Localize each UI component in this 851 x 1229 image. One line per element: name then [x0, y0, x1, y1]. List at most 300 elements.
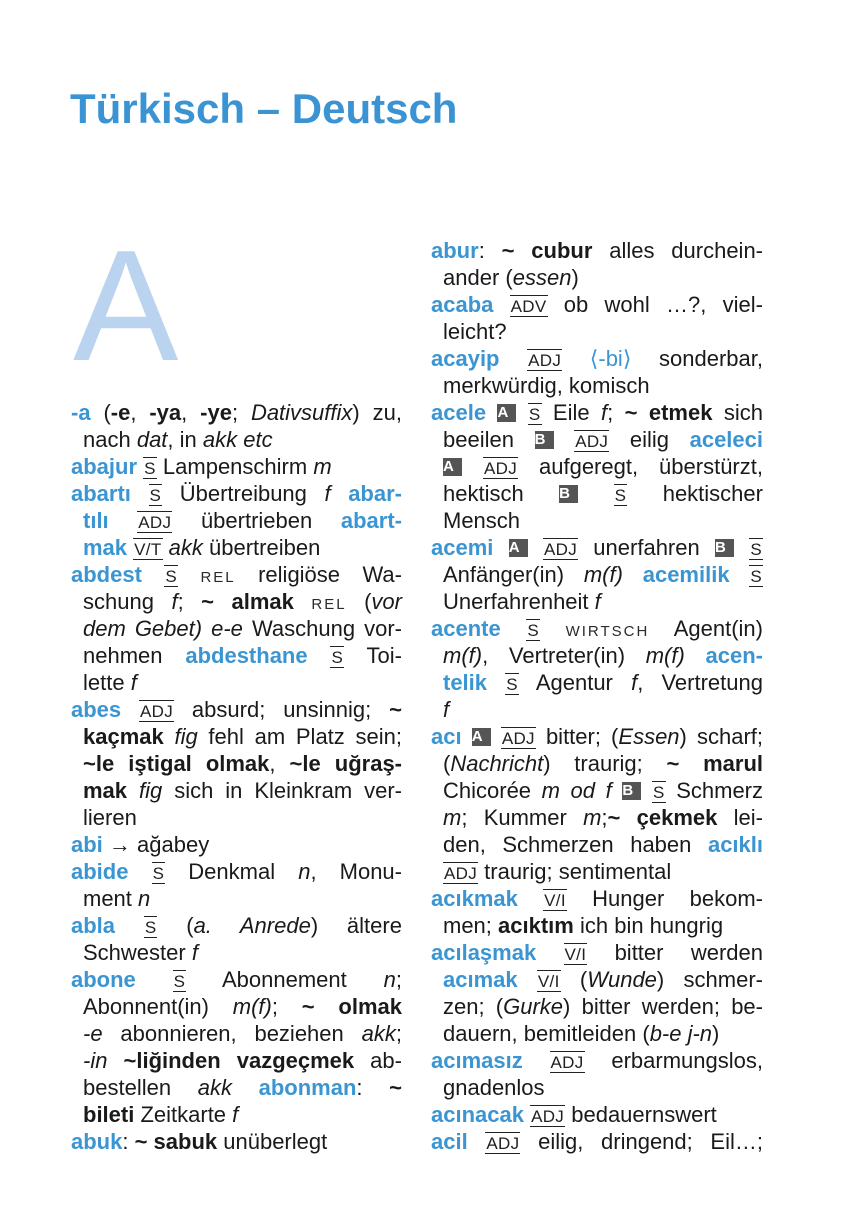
italic-text: b-e j-n [649, 1021, 713, 1046]
text [491, 724, 501, 749]
text: Mensch [443, 508, 521, 533]
sense-marker: B [622, 782, 641, 800]
headword: abone [71, 967, 136, 992]
grammar-label: ADJ [140, 702, 174, 721]
dictionary-line [431, 507, 763, 534]
dictionary-line [71, 750, 402, 777]
bold-phrase: ~le uğraş- [289, 751, 402, 776]
text: lei- [717, 805, 764, 830]
grammar-label: V/I [564, 945, 587, 964]
text: : [356, 1075, 390, 1100]
grammar-label: S [614, 486, 627, 505]
bold-phrase: acıktım [498, 913, 574, 938]
text: ( [346, 589, 372, 614]
dictionary-line [431, 237, 763, 264]
bold-phrase: ~le iştigal olmak [83, 751, 270, 776]
text: , [269, 751, 290, 776]
dictionary-line [71, 1128, 402, 1155]
text: bitter; ( [535, 724, 619, 749]
headword: abar- [348, 481, 402, 506]
text: religiöse Wa- [235, 562, 402, 587]
text [562, 346, 590, 371]
text: ; Kummer [461, 805, 584, 830]
text: hektisch [443, 481, 560, 506]
headword: acımak [443, 967, 518, 992]
text: ) zu, [352, 400, 402, 425]
text: Schmerz [665, 778, 764, 803]
text: Agent(in) [649, 616, 763, 641]
dictionary-line [71, 912, 402, 939]
grammar-label: S [652, 783, 665, 802]
headword: abuk [71, 1129, 123, 1154]
sense-marker: B [559, 485, 578, 503]
dictionary-line [71, 1101, 402, 1128]
dictionary-line [431, 453, 763, 480]
headword: abajur [71, 454, 138, 479]
text [178, 562, 200, 587]
text: , Vertretung [637, 670, 763, 695]
text: ) [571, 265, 579, 290]
dictionary-line [431, 966, 763, 993]
dictionary-line [431, 912, 763, 939]
headword: abart- [340, 508, 402, 533]
bold-phrase: mak [83, 778, 128, 803]
text [127, 778, 139, 803]
text: Lampenschirm [156, 454, 314, 479]
dictionary-line [431, 1020, 763, 1047]
text: Chicorée [443, 778, 542, 803]
grammar-label: S [527, 621, 539, 640]
text: , [130, 400, 150, 425]
dictionary-line [71, 399, 402, 426]
text [308, 643, 331, 668]
italic-text: Wunde [587, 967, 657, 992]
grammar-label: S [506, 675, 518, 694]
text [612, 778, 623, 803]
text [115, 913, 144, 938]
text: ( [443, 751, 451, 776]
grammar-label: ADJ [575, 432, 609, 451]
headword: abide [71, 859, 129, 884]
dictionary-line [71, 723, 402, 750]
italic-text: -in [83, 1048, 108, 1073]
italic-text: fig [139, 778, 163, 803]
grammar-label: ADJ [138, 513, 172, 532]
grammar-label: ADJ [483, 459, 518, 478]
text: ; [177, 589, 202, 614]
text: sonderbar, [631, 346, 763, 371]
headword: aceleci [689, 427, 763, 452]
subject-field-label: WIRTSCH [565, 623, 650, 640]
headword: abdest [71, 562, 142, 587]
dictionary-line [431, 1128, 763, 1155]
text: Abonnement [186, 967, 384, 992]
text [518, 967, 537, 992]
dictionary-line [431, 588, 763, 615]
italic-text: akk [197, 1075, 232, 1100]
italic-text: n [383, 967, 396, 992]
dictionary-line [71, 480, 402, 507]
grammar-label: ADJ [444, 864, 478, 883]
grammar-label: ADJ [528, 351, 562, 370]
italic-text: m(f) [443, 643, 483, 668]
dictionary-line [71, 993, 402, 1020]
grammar-label: ADJ [501, 729, 535, 748]
text: Hunger bekom- [566, 886, 763, 911]
dictionary-line [431, 669, 763, 696]
text: beeilen [443, 427, 535, 452]
dictionary-line [431, 372, 763, 399]
dictionary-column-left [71, 399, 402, 1155]
dictionary-line [71, 534, 402, 561]
headword: mak [83, 535, 128, 560]
sense-marker: B [715, 539, 734, 557]
text: ; [271, 994, 302, 1019]
dictionary-line [71, 507, 402, 534]
text [500, 346, 528, 371]
dictionary-line [431, 939, 763, 966]
grammar-label: S [144, 459, 156, 478]
text [493, 292, 509, 317]
headword: abi [71, 832, 103, 857]
text: , Vertreter(in) [482, 643, 646, 668]
grammar-label: ADJ [550, 1053, 584, 1072]
dictionary-line [431, 804, 763, 831]
bold-phrase: ~ olmak [301, 994, 402, 1019]
headword: acaba [431, 292, 494, 317]
dictionary-line [71, 588, 402, 615]
text: ) ältere [310, 913, 402, 938]
italic-text: m(f) [232, 994, 272, 1019]
italic-text: m od f [541, 778, 612, 803]
bold-phrase: -ye [200, 400, 232, 425]
headword: abdesthane [185, 643, 308, 668]
headword: acil [431, 1129, 468, 1154]
text: übertrieben [172, 508, 341, 533]
grammar-label: ADJ [543, 540, 578, 559]
italic-text: m(f) [645, 643, 685, 668]
text [131, 481, 149, 506]
text: nach [83, 427, 137, 452]
italic-text: Nachricht [450, 751, 544, 776]
italic-text: n [138, 886, 151, 911]
text [734, 535, 749, 560]
text [462, 724, 472, 749]
italic-text: f [191, 940, 198, 965]
dictionary-line [431, 1047, 763, 1074]
headword: tılı [83, 508, 109, 533]
text: alles durchein- [592, 238, 763, 263]
text: ) [712, 1021, 720, 1046]
headword: acemilik [642, 562, 730, 587]
text [121, 697, 139, 722]
italic-text: n [298, 859, 311, 884]
dictionary-line [71, 669, 402, 696]
headword: -a [71, 400, 91, 425]
sense-marker: B [535, 431, 554, 449]
text: ander ( [443, 265, 513, 290]
headword: acınacak [431, 1102, 524, 1127]
italic-text: dem Gebet) [83, 616, 203, 641]
text: merkwürdig, komisch [443, 373, 650, 398]
headword: acente [431, 616, 501, 641]
dictionary-line [431, 318, 763, 345]
headword: abartı [71, 481, 131, 506]
italic-text: Gurke [503, 994, 564, 1019]
text: : [478, 238, 502, 263]
text [202, 616, 211, 641]
headword: abes [71, 697, 122, 722]
headword: acayip [431, 346, 500, 371]
headword: abla [71, 913, 116, 938]
headword: telik [443, 670, 488, 695]
italic-text: Dativsuffix [250, 400, 353, 425]
dictionary-line [431, 615, 763, 642]
text: ) bitter werden; be- [563, 994, 763, 1019]
italic-text: f [594, 589, 601, 614]
dictionary-line [431, 561, 763, 588]
text [540, 616, 566, 641]
text: Denkmal [165, 859, 299, 884]
italic-text: f [631, 670, 638, 695]
italic-text: akk [168, 535, 203, 560]
text [554, 427, 575, 452]
sense-marker: A [443, 458, 462, 476]
arrow-right-icon: → [108, 832, 131, 857]
text [623, 562, 643, 587]
section-letter: A [73, 218, 179, 394]
grammar-label: ADV [510, 297, 547, 316]
grammar-label: S [149, 486, 162, 505]
grammar-label: S [331, 648, 344, 667]
dictionary-line [71, 939, 402, 966]
dictionary-line [431, 291, 763, 318]
italic-text: f [171, 589, 178, 614]
text [493, 535, 508, 560]
dictionary-line [71, 1020, 402, 1047]
text: ab- [354, 1048, 402, 1073]
dictionary-line [431, 831, 763, 858]
text: lieren [83, 805, 137, 830]
text: abonnieren, beziehen [102, 1021, 362, 1046]
dictionary-line [71, 885, 402, 912]
text [523, 1048, 550, 1073]
text: ; [607, 400, 625, 425]
text [136, 967, 173, 992]
text [294, 589, 312, 614]
text [164, 724, 175, 749]
dictionary-line [431, 534, 763, 561]
text: eilig [609, 427, 690, 452]
dictionary-line [431, 1074, 763, 1101]
dictionary-line [71, 804, 402, 831]
sense-marker: A [497, 404, 516, 422]
text: absurd; unsinnig; [174, 697, 390, 722]
text: erbarmungslos, [584, 1048, 763, 1073]
text [487, 670, 505, 695]
dictionary-line [431, 885, 763, 912]
text: ( [560, 967, 588, 992]
text: ment [83, 886, 139, 911]
bold-phrase: ~ sabuk [134, 1129, 218, 1154]
italic-text: akk [361, 1021, 396, 1046]
italic-text: f [130, 670, 137, 695]
bold-phrase: ~ cubur [501, 238, 593, 263]
grammar-label: V/I [544, 891, 566, 910]
grammar-label: S [144, 918, 157, 937]
grammar-label: S [528, 405, 541, 424]
italic-text: f [443, 697, 450, 722]
dictionary-line [431, 858, 763, 885]
dictionary-line [71, 696, 402, 723]
text: Zeitkarte [134, 1102, 233, 1127]
text: Übertreibung [162, 481, 325, 506]
dictionary-line [431, 399, 763, 426]
headword: acen- [705, 643, 763, 668]
dictionary-line [71, 777, 402, 804]
dictionary-line [71, 966, 402, 993]
text: den, Schmerzen haben [443, 832, 708, 857]
dictionary-line [71, 453, 402, 480]
headword: acılaşmak [431, 940, 537, 965]
text: bestellen [83, 1075, 198, 1100]
subject-field-label: REL [200, 569, 236, 586]
text: bedauernswert [565, 1102, 717, 1127]
text: eilig, dringend; Eil…; [520, 1129, 763, 1154]
italic-text: m [443, 805, 462, 830]
inflection-note: ⟨-bi⟩ [589, 346, 632, 371]
dictionary-line [431, 750, 763, 777]
italic-text: -e [83, 1021, 103, 1046]
text: Waschung vor- [242, 616, 402, 641]
text: Eile [541, 400, 601, 425]
text [109, 508, 138, 533]
dictionary-column-right [431, 237, 763, 1155]
text [641, 778, 652, 803]
text: ; [395, 967, 402, 992]
dictionary-line [71, 642, 402, 669]
text: Unerfahrenheit [443, 589, 595, 614]
text [232, 1075, 259, 1100]
italic-text: akk etc [202, 427, 273, 452]
sense-marker: A [472, 728, 491, 746]
italic-text: e-e [211, 616, 243, 641]
text: unüberlegt [217, 1129, 328, 1154]
text: , Monu- [310, 859, 402, 884]
italic-text: fig [174, 724, 198, 749]
text: fehl am Platz sein; [197, 724, 402, 749]
text: Anfänger(in) [443, 562, 584, 587]
dictionary-line [71, 858, 402, 885]
italic-text: m [583, 805, 602, 830]
italic-text: m(f) [583, 562, 623, 587]
italic-text: Essen [618, 724, 680, 749]
text [578, 481, 613, 506]
text: ) schmer- [656, 967, 763, 992]
bold-phrase: ~ almak [201, 589, 294, 614]
bold-phrase: ~ çekmek [607, 805, 718, 830]
headword: acıklı [707, 832, 763, 857]
dictionary-line [71, 615, 402, 642]
dictionary-line [431, 480, 763, 507]
italic-text: essen [512, 265, 572, 290]
bold-phrase: ~ marul [666, 751, 763, 776]
dictionary-line [71, 1074, 402, 1101]
text: ; [601, 805, 608, 830]
headword: acele [431, 400, 487, 425]
grammar-label: ADJ [486, 1134, 520, 1153]
dictionary-line [431, 642, 763, 669]
grammar-label: V/T [134, 540, 162, 559]
text [331, 481, 349, 506]
grammar-label: S [750, 567, 762, 586]
text [516, 400, 527, 425]
text: , [181, 400, 201, 425]
italic-text: a. Anrede [193, 913, 311, 938]
text: ( [90, 400, 111, 425]
text: hektischer [627, 481, 763, 506]
text: traurig; sentimental [478, 859, 672, 884]
text: ağabey [130, 832, 210, 857]
text [518, 886, 543, 911]
dictionary-line [431, 1101, 763, 1128]
grammar-label: S [750, 540, 762, 559]
text: dauern, bemitleiden ( [443, 1021, 650, 1046]
italic-text: m [313, 454, 332, 479]
bold-phrase: -e [110, 400, 131, 425]
text: Agentur [518, 670, 632, 695]
bold-phrase: -ya [149, 400, 182, 425]
headword: abonman [258, 1075, 357, 1100]
text: Schwester [83, 940, 192, 965]
italic-text: f [324, 481, 331, 506]
text: ) traurig; [543, 751, 667, 776]
dictionary-line [71, 1047, 402, 1074]
text: aufgeregt, überstürzt, [518, 454, 763, 479]
text [536, 940, 563, 965]
headword: acımasız [431, 1048, 523, 1073]
dictionary-line [431, 426, 763, 453]
dictionary-line [431, 777, 763, 804]
text: zen; ( [443, 994, 504, 1019]
text: ; [395, 1021, 402, 1046]
text: bitter werden [587, 940, 763, 965]
bold-phrase: ~ [389, 697, 402, 722]
text: nehmen [83, 643, 186, 668]
text [107, 1048, 123, 1073]
bold-phrase: ~ etmek [624, 400, 713, 425]
text [486, 400, 497, 425]
text: übertreiben [202, 535, 321, 560]
bold-phrase: ~liğinden vazgeçmek [123, 1048, 355, 1073]
bold-phrase: bileti [83, 1102, 135, 1127]
italic-text: dat [136, 427, 168, 452]
text: ( [157, 913, 194, 938]
dictionary-line [71, 831, 402, 858]
headword: acemi [431, 535, 494, 560]
italic-text: vor [371, 589, 402, 614]
text: , in [167, 427, 203, 452]
grammar-label: V/I [537, 972, 560, 991]
grammar-label: S [165, 567, 178, 586]
text: lette [83, 670, 131, 695]
text: gnadenlos [443, 1075, 545, 1100]
italic-text: f [600, 400, 608, 425]
text [528, 535, 543, 560]
dictionary-line [431, 264, 763, 291]
grammar-label: S [152, 864, 165, 883]
text [142, 562, 164, 587]
